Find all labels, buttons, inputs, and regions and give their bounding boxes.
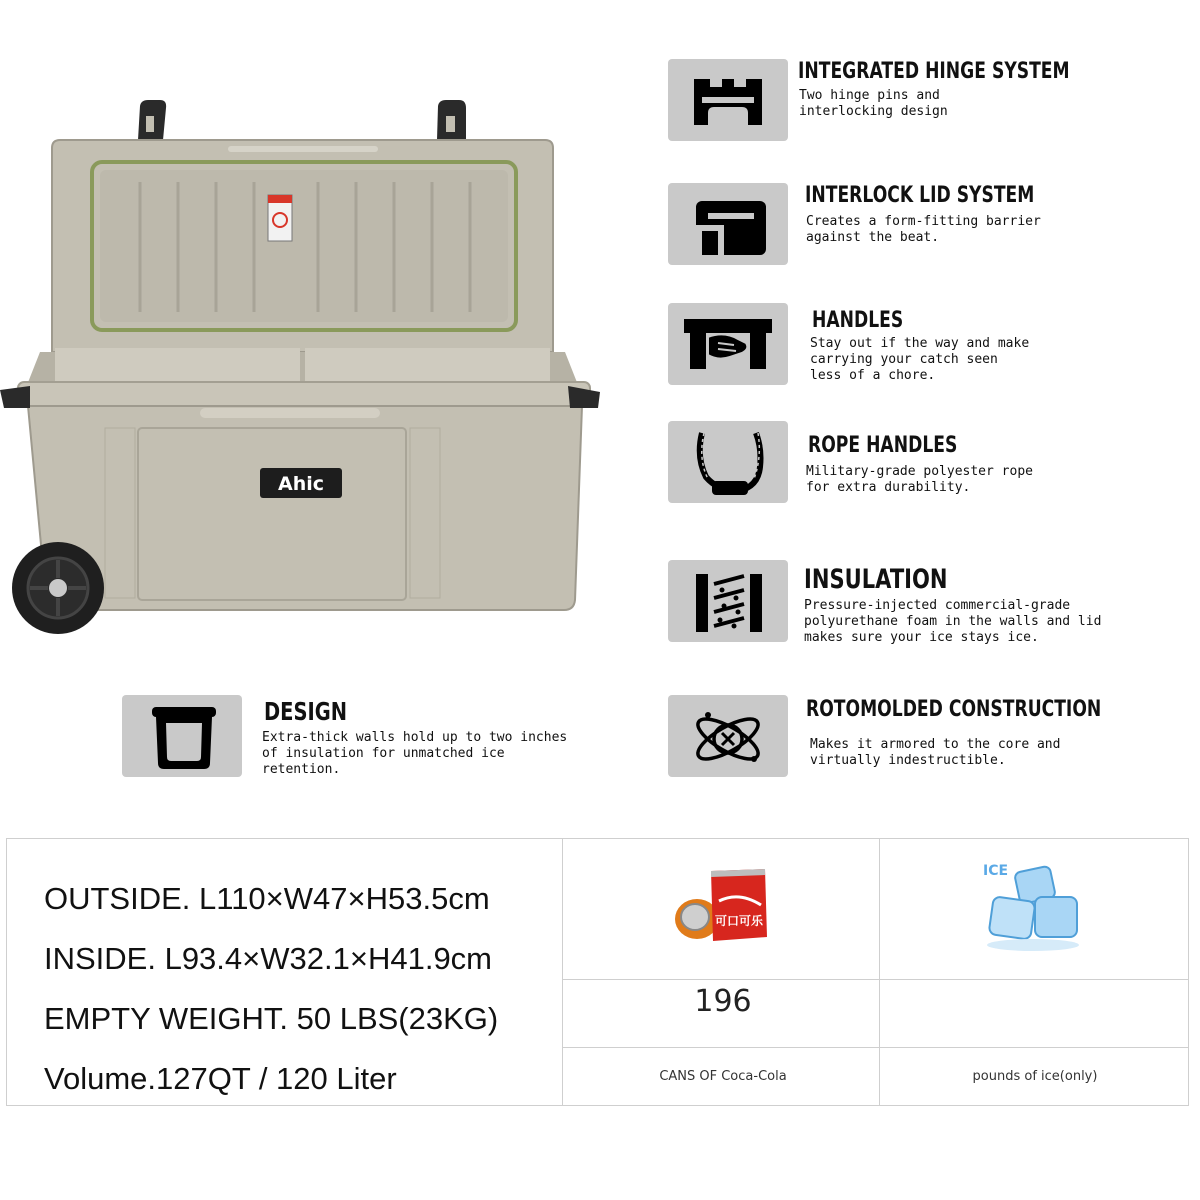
insulation-icon	[678, 566, 778, 636]
feature-description: Makes it armored to the core and virtually indestructible.	[810, 737, 1061, 768]
hinge-icon	[678, 65, 778, 135]
feature-title: DESIGN	[264, 697, 348, 726]
feature-tile	[668, 59, 788, 141]
rope-handle-icon	[678, 427, 778, 497]
ice-label: pounds of ice(only)	[972, 1069, 1098, 1084]
spec-volume: Volume.127QT / 120 Liter	[44, 1061, 397, 1096]
feature-title: ROPE HANDLES	[808, 433, 958, 458]
feature-title: HANDLES	[812, 308, 904, 333]
ice-cubes-icon	[977, 859, 1087, 955]
atom-icon	[678, 701, 778, 771]
spec-empty-weight: EMPTY WEIGHT. 50 LBS(23KG)	[44, 1001, 499, 1036]
handle-icon	[678, 309, 778, 379]
spec-outside-dimensions: OUTSIDE. L110×W47×H53.5cm	[44, 881, 490, 916]
spec-inside-dimensions: INSIDE. L93.4×W32.1×H41.9cm	[44, 941, 493, 976]
spec-table	[6, 838, 1189, 1106]
cooler-product-image	[0, 90, 620, 650]
lid-icon	[678, 189, 778, 259]
cooler-illustration	[0, 90, 620, 650]
cooler-wall-icon	[132, 701, 232, 771]
brand-logo-text: Ahic	[277, 473, 325, 495]
feature-tile	[668, 421, 788, 503]
feature-tile	[668, 695, 788, 777]
soda-can-icon	[669, 861, 779, 949]
feature-tile	[122, 695, 242, 777]
feature-description: Extra-thick walls hold up to two inches of insulation for unmatched ice retention.	[262, 730, 568, 777]
feature-tile	[668, 560, 788, 642]
feature-title: INTEGRATED HINGE SYSTEM	[798, 59, 1070, 84]
cans-label: CANS OF Coca-Cola	[659, 1069, 787, 1084]
feature-description: Pressure-injected commercial-grade polyurethane foam in the walls and lid makes sure your ice stays ice.	[804, 598, 1102, 645]
cans-count: 196	[694, 984, 752, 1019]
feature-description: Creates a form-fitting barrier against the beat.	[806, 214, 1041, 245]
feature-title: INSULATION	[804, 564, 948, 595]
feature-title: INTERLOCK LID SYSTEM	[805, 183, 1035, 208]
can-logo-text: 可口可乐	[714, 914, 764, 928]
feature-title: ROTOMOLDED CONSTRUCTION	[806, 697, 1102, 722]
feature-tile	[668, 183, 788, 265]
feature-description: Stay out if the way and make carrying your catch seen less of a chore.	[810, 336, 1030, 383]
feature-description: Military-grade polyester rope for extra durability.	[806, 464, 1033, 495]
feature-description: Two hinge pins and interlocking design	[799, 88, 948, 119]
feature-tile	[668, 303, 788, 385]
ice-label-text: ICE	[983, 863, 1009, 879]
